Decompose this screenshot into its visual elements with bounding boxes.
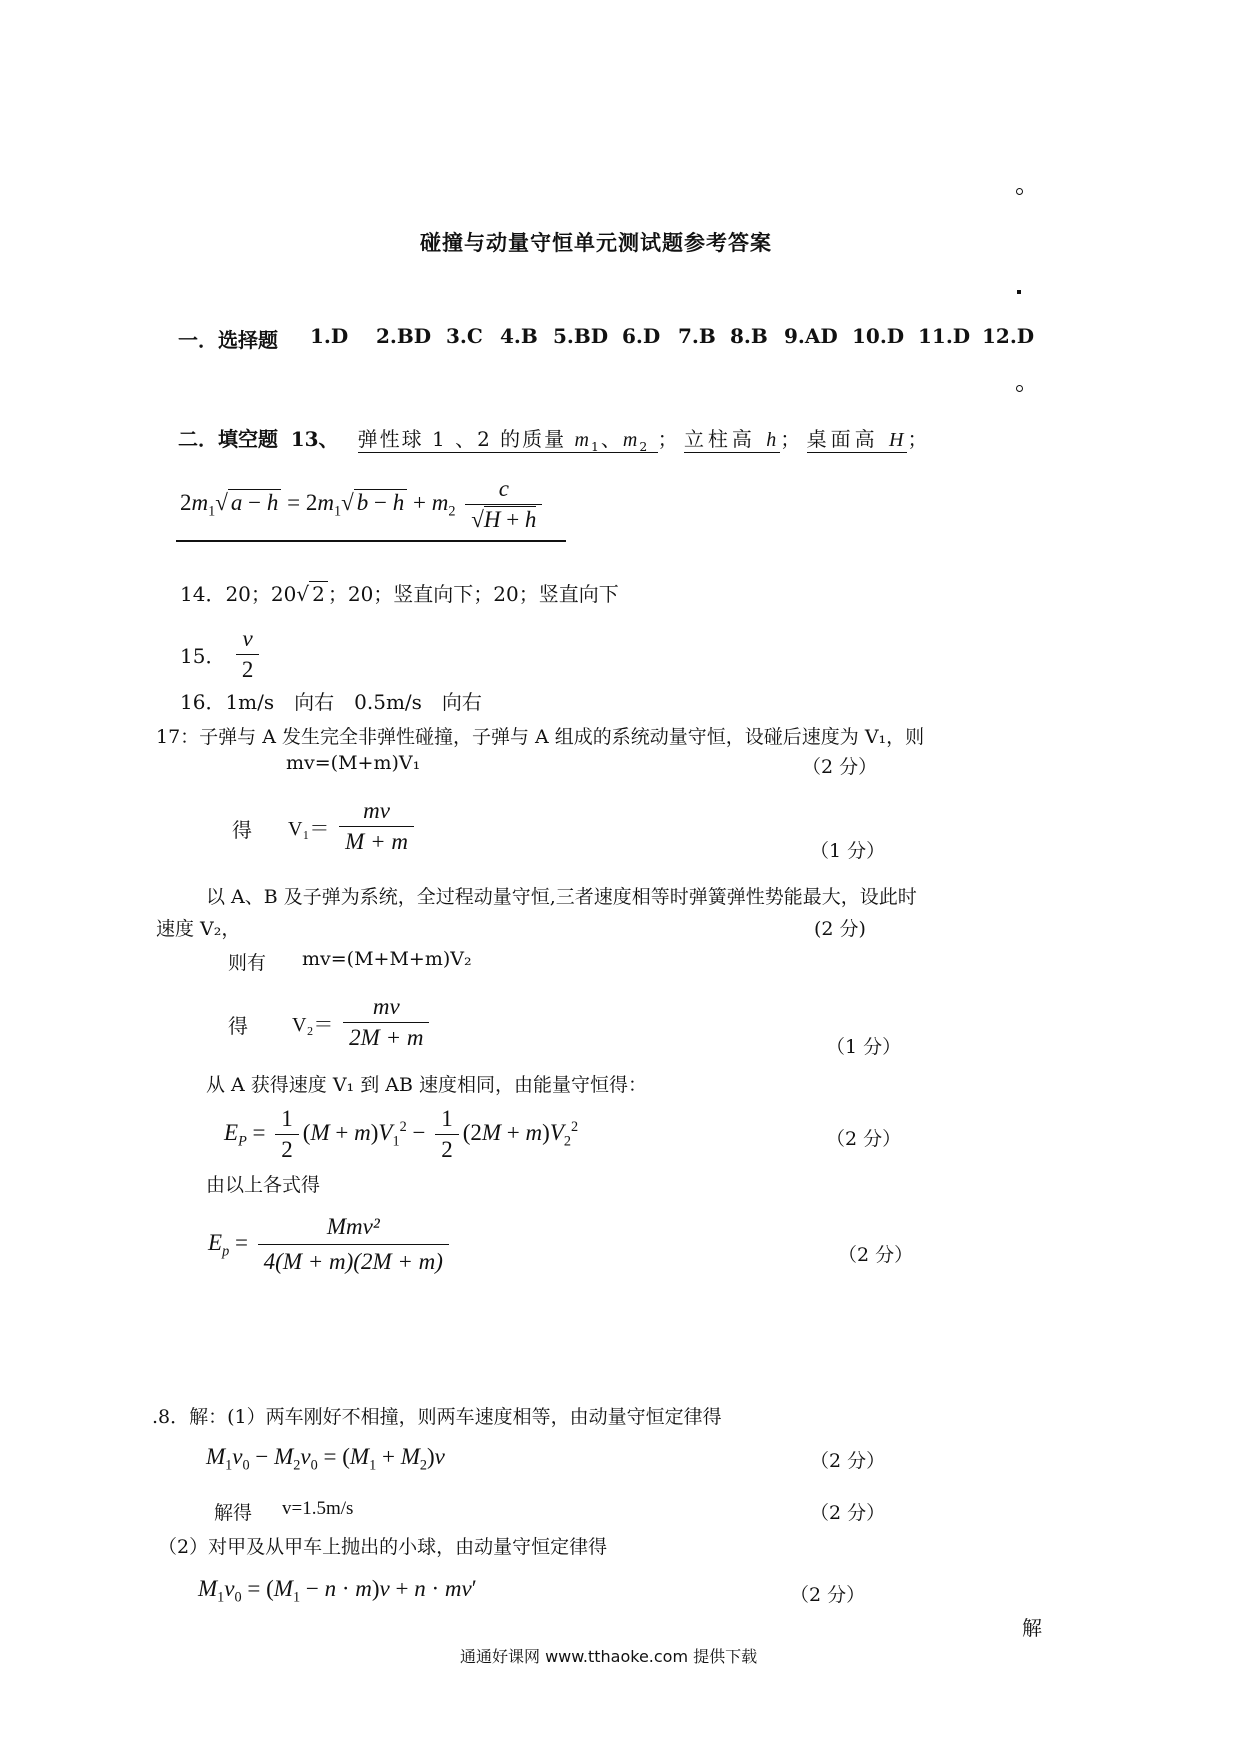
q17-para2-line1: 以 A、B 及子弹为系统，全过程动量守恒,三者速度相等时弹簧弹性势能最大，设此时 <box>206 886 917 908</box>
q17-de2: 得 <box>228 1014 248 1038</box>
q13-answer-underline <box>176 540 566 542</box>
q17-para2-score: (2 分) <box>814 918 866 940</box>
choice-answer-2: 2.BD <box>376 324 432 348</box>
q18-intro: .8．解：(1）两车刚好不相撞，则两车速度相等，由动量守恒定律得 <box>152 1406 722 1428</box>
q18-eq2-score: （2 分） <box>790 1584 866 1606</box>
fill-section-label: 二．填空题 <box>178 427 278 451</box>
q18-eq1-score: （2 分） <box>810 1450 886 1472</box>
q17-energy-text: 从 A 获得速度 V₁ 到 AB 速度相同，由能量守恒得： <box>206 1074 647 1096</box>
choice-answer-8: 8.B <box>730 324 768 348</box>
choice-answer-1: 1.D <box>310 324 349 348</box>
q13-answer-table: 桌面高 H <box>806 427 908 451</box>
choice-answer-9: 9.AD <box>784 324 838 348</box>
q18-eq1: $M_1v_0 - M_2v_0 = (M_1 + M_2)v$ <box>206 1444 445 1474</box>
fill-section-q13: 二．填空题 13、 弹性球 1 、2 的质量 $m_1$、$m_2$ ； 立柱高 h； 桌面高 H； <box>178 427 928 454</box>
q17-v2-score: （1 分） <box>826 1036 902 1058</box>
q13-answer-masses: 弹性球 1 、2 的质量 $m_1$、$m_2$ <box>358 427 658 453</box>
q18-part2: （2）对甲及从甲车上抛出的小球，由动量守恒定律得 <box>158 1536 608 1558</box>
choice-answer-11: 11.D <box>918 324 971 348</box>
choice-answer-3: 3.C <box>446 324 483 348</box>
q17-v1: V₁＝ $\frac{mv}{M + m}$ <box>288 798 418 855</box>
q17-energy-score: （2 分） <box>826 1128 902 1150</box>
q17-v1-score: （1 分） <box>810 840 886 862</box>
choice-answer-7: 7.B <box>678 324 716 348</box>
q14-answer: 14．20；20√ 2 ；20；竖直向下；20；竖直向下 <box>180 582 619 606</box>
q17-then-label: 则有 <box>228 952 267 974</box>
q17-intro: 17：子弹与 A 发生完全非弹性碰撞，子弹与 A 组成的系统动量守恒，设碰后速度为 V₁，则 <box>156 726 925 748</box>
q17-para2-line2: 速度 V₂， <box>156 918 241 940</box>
page-title: 碰撞与动量守恒单元测试题参考答案 <box>420 230 772 255</box>
choice-section-label: 一．选择题 <box>178 328 278 352</box>
q17-ep-result: $E_p$ = $\frac{\text{Mmv²}}{4(M + m)(2M + m)}$ <box>208 1214 453 1275</box>
q18-trailing: 解 <box>1022 1616 1042 1640</box>
q17-v2: V₂＝ $\frac{mv}{2M + m}$ <box>292 994 433 1051</box>
q17-summary-text: 由以上各式得 <box>206 1174 321 1196</box>
q17-eq2: mv=(M+M+m)V₂ <box>302 948 472 970</box>
choice-section <box>178 324 278 353</box>
q17-energy-equation: $E_P$ = $\frac{1}{2}$ $(M + m)V_1^2$ − $\frac{1}{2}$ $(2M + m)V_2^2$ <box>224 1106 579 1162</box>
q18-eq2: $M_1v_0 = (M_1 - n \cdot m)v + n \cdot mv'$ <box>198 1576 477 1606</box>
q15-answer: 15． $\frac{v}{2}$ <box>180 626 263 683</box>
choice-answer-12: 12.D <box>982 324 1035 348</box>
choice-answer-5: 5.BD <box>553 324 609 348</box>
stray-mark-1 <box>1016 188 1023 195</box>
q18-solve-label: 解得 <box>214 1502 253 1524</box>
q13-answer-pillar: 立柱高 h <box>683 427 781 451</box>
q17-de1: 得 <box>232 818 252 842</box>
q16-answer: 16．1m/s 向右 0.5m/s 向右 <box>180 690 482 714</box>
stray-mark-2 <box>1017 290 1021 294</box>
q13-equation: $2m_1√$ $a - h = 2m_1√$ $b - h + m_2$ $\frac{c}{√H + h}$ <box>180 476 546 533</box>
choice-answer-6: 6.D <box>622 324 661 348</box>
footer-credit: 通通好课网 www.tthaoke.com 提供下载 <box>460 1647 758 1666</box>
choice-answer-10: 10.D <box>852 324 905 348</box>
q17-ep-score: （2 分） <box>838 1244 914 1266</box>
q13-number: 13、 <box>290 427 339 451</box>
stray-mark-3 <box>1016 385 1023 392</box>
q17-eq1: mv=(M+m)V₁ <box>286 752 421 774</box>
q18-solve-value: v=1.5m/s <box>282 1498 354 1519</box>
choice-answer-4: 4.B <box>500 324 538 348</box>
q17-eq1-score: （2 分） <box>802 756 878 778</box>
q18-solve-score: （2 分） <box>810 1502 886 1524</box>
